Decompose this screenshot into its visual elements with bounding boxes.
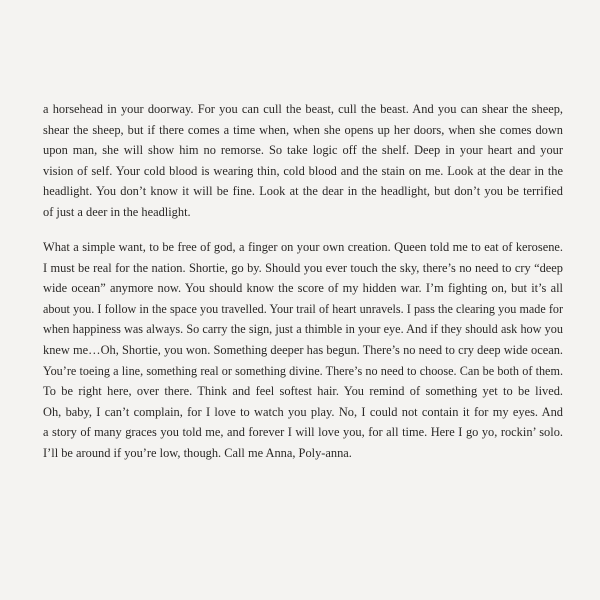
text-line: a horsehead in your doorway. For you can cull the beast, cull the beast. And you can shear the sheep, [43, 102, 563, 116]
text-line: when happiness was always. So carry the sign, just a thimble in your eye. And if they should ask how you [43, 322, 563, 337]
text-line: I must be real for the nation. Shortie, go by. Should you ever touch the sky, there’s no need to cry “deep [43, 260, 563, 275]
text-line: Oh, baby, I can’t complain, for I love to watch you play. No, I could not contain it for my eyes. And [43, 404, 563, 419]
text-line: To be right here, over there. Think and feel softest hair. You remind of something yet to be lived. [43, 384, 563, 399]
text-line: knew me…Oh, Shortie, you won. Something deeper has begun. There’s no need to cry deep wide ocean. [43, 342, 563, 357]
text-line: What a simple want, to be free of god, a finger on your own creation. Queen told me to eat of kerosene. [43, 240, 563, 254]
text-line: of just a deer in the headlight. [43, 204, 191, 219]
text-line: wide ocean” anymore now. You should know the score of my hidden war. I’m fighting on, but it’s all [43, 281, 563, 296]
text-line: I’ll be around if you’re low, though. Call me Anna, Poly-anna. [43, 445, 352, 460]
text-line: about you. I follow in the space you travelled. Your trail of heart unravels. I pass the clearing you made for [43, 301, 563, 316]
text-line: You’re toeing a line, something real or something divine. There’s no need to choose. Can be both of them. [43, 363, 563, 378]
paragraph-1 [43, 99, 563, 223]
text-line: headlight. You don’t know it will be fine. Look at the dear in the headlight, but don’t you be terrified [43, 184, 563, 199]
text-line: upon man, she will show him no remorse. So take logic off the shelf. Deep in your heart and your [43, 143, 563, 158]
text-line: shear the sheep, but if there comes a time when, when she opens up her doors, when she comes down [43, 122, 563, 137]
text-line: vision of self. Your cold blood is wearing thin, cold blood and the stain on me. Look at the dear in the [43, 163, 563, 178]
paragraph-2 [43, 237, 563, 464]
text-line: a story of many graces you told me, and forever I will love you, for all time. Here I go yo, rockin’ solo. [43, 425, 563, 440]
